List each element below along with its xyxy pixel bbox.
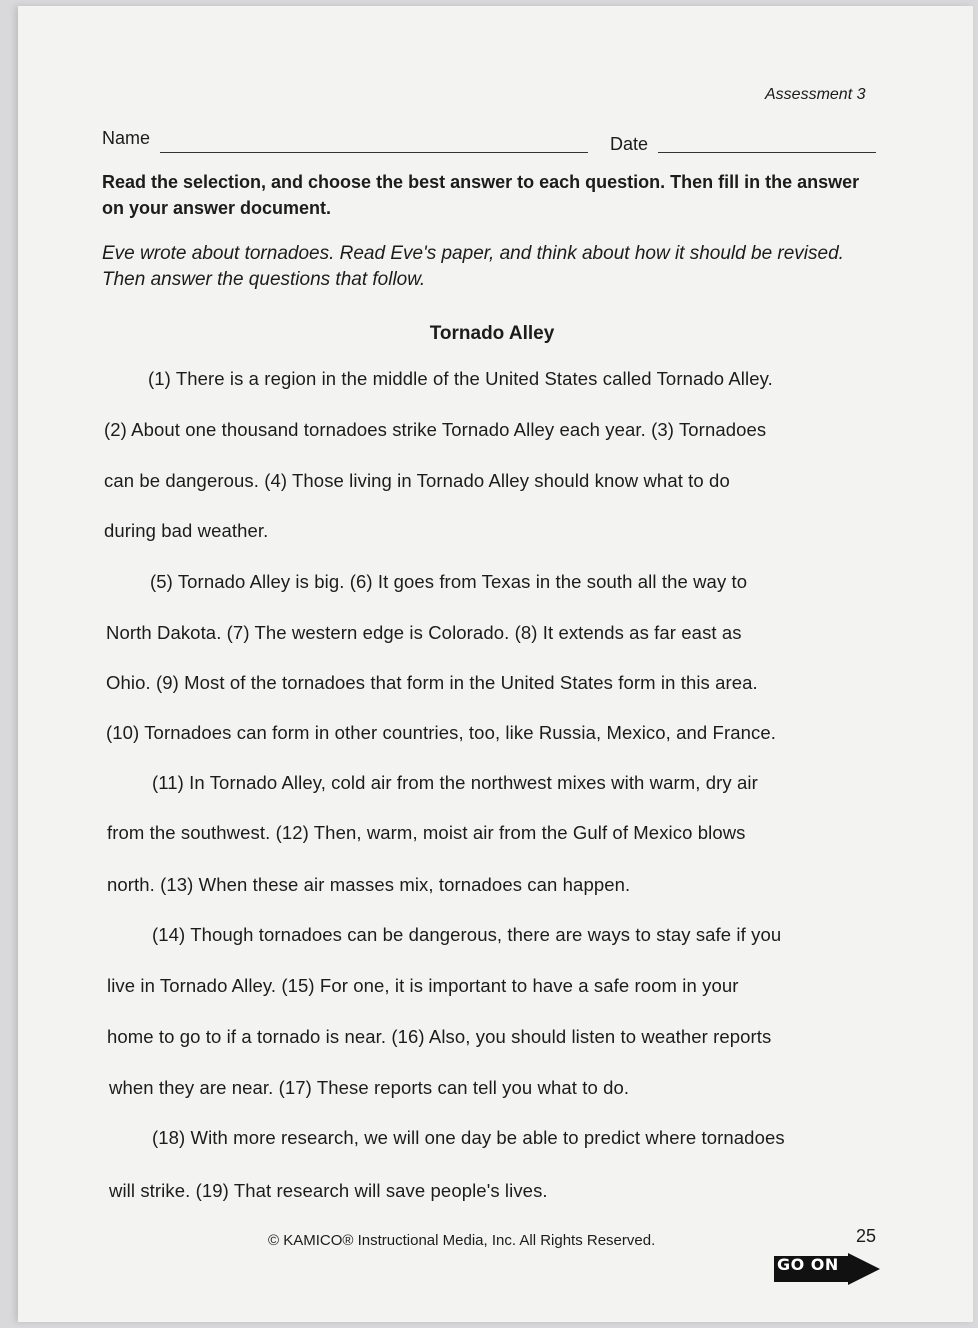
passage-line: (18) With more research, we will one day be able to predict where tornadoes bbox=[152, 1127, 785, 1148]
page-number: 25 bbox=[856, 1226, 877, 1246]
passage-line: when they are near. (17) These reports can tell you what to do. bbox=[109, 1077, 630, 1098]
go-on-label: GO ON bbox=[777, 1255, 839, 1274]
passage-line: north. (13) When these air masses mix, tornadoes can happen. bbox=[107, 874, 631, 895]
passage-intro: Eve wrote about tornadoes. Read Eve's paper, and think about how it should be revised. Then answer the questions that follow. bbox=[102, 243, 844, 290]
passage-line: (2) About one thousand tornadoes strike Tornado Alley each year. (3) Tornadoes bbox=[104, 419, 767, 440]
passage-line: (1) There is a region in the middle of the United States called Tornado Alley. bbox=[148, 368, 773, 389]
passage-line: (5) Tornado Alley is big. (6) It goes from Texas in the south all the way to bbox=[150, 571, 748, 592]
date-label: Date bbox=[610, 134, 649, 154]
passage-title: Tornado Alley bbox=[429, 323, 555, 344]
passage-line: during bad weather. bbox=[104, 520, 269, 541]
name-field-line bbox=[160, 152, 588, 153]
date-field-line bbox=[658, 152, 876, 153]
go-on-badge bbox=[774, 1253, 882, 1290]
passage-line: can be dangerous. (4) Those living in Tornado Alley should know what to do bbox=[104, 470, 730, 491]
worksheet-page bbox=[18, 6, 973, 1322]
instructions: Read the selection, and choose the best answer to each question. Then fill in the answer on your answer document. bbox=[102, 172, 860, 218]
passage-line: live in Tornado Alley. (15) For one, it is important to have a safe room in your bbox=[107, 975, 739, 996]
name-label: Name bbox=[102, 128, 151, 148]
passage-line: will strike. (19) That research will save people's lives. bbox=[109, 1180, 548, 1201]
passage-line: (11) In Tornado Alley, cold air from the northwest mixes with warm, dry air bbox=[152, 772, 758, 793]
passage-line: from the southwest. (12) Then, warm, moist air from the Gulf of Mexico blows bbox=[107, 822, 746, 843]
passage-line: Ohio. (9) Most of the tornadoes that form in the United States form in this area. bbox=[106, 672, 758, 693]
passage-line: (10) Tornadoes can form in other countries, too, like Russia, Mexico, and France. bbox=[106, 722, 776, 743]
assessment-label: Assessment 3 bbox=[765, 86, 866, 103]
passage-line: home to go to if a tornado is near. (16) Also, you should listen to weather reports bbox=[107, 1026, 772, 1047]
passage-line: North Dakota. (7) The western edge is Colorado. (8) It extends as far east as bbox=[106, 622, 742, 643]
copyright-footer: © KAMICO® Instructional Media, Inc. All Rights Reserved. bbox=[268, 1232, 656, 1249]
passage-line: (14) Though tornadoes can be dangerous, there are ways to stay safe if you bbox=[152, 924, 782, 945]
